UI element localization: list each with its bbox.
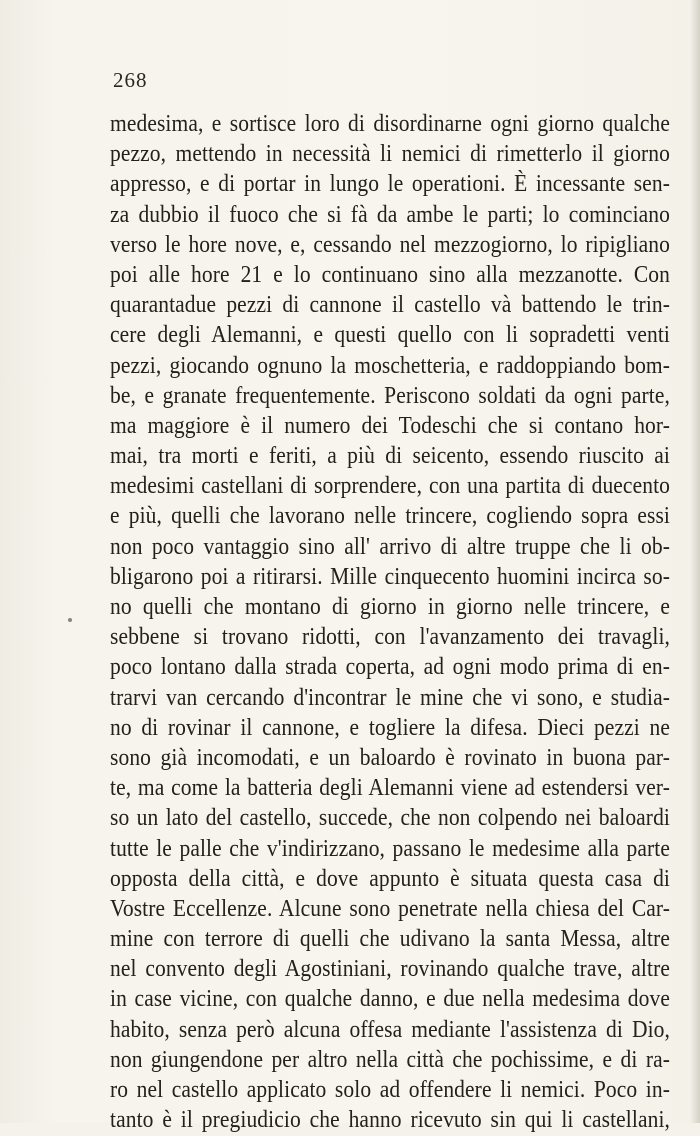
body-text [110, 108, 670, 1134]
text-line: habito, senza però alcuna offesa mediante l'assistenza di Dio, [110, 1015, 670, 1043]
text-line: be, e granate frequentemente. Periscono soldati da ogni parte, [110, 381, 670, 409]
text-line: poi alle hore 21 e lo continuano sino alla mezzanotte. Con [110, 260, 670, 288]
text-line: nel convento degli Agostiniani, rovinando qualche trave, altre [110, 954, 670, 982]
text-line: sono già incomodati, e un baloardo è rovinato in buona par- [110, 743, 670, 771]
text-line: medesimi castellani di sorprendere, con una partita di duecento [110, 471, 670, 499]
page-number: 268 [113, 68, 148, 92]
text-line: non poco vantaggio sino all' arrivo di altre truppe che li ob- [110, 532, 670, 560]
text-line: Vostre Eccellenze. Alcune sono penetrate nella chiesa del Car- [110, 894, 670, 922]
paper-speck [68, 618, 72, 622]
text-line: cere degli Alemanni, e questi quello con li sopradetti venti [110, 320, 670, 348]
text-line: bligarono poi a ritirarsi. Mille cinquecento huomini incirca so- [110, 562, 670, 590]
text-line: poco lontano dalla strada coperta, ad ogni modo prima di en- [110, 652, 670, 680]
text-line: ro nel castello applicato solo ad offendere li nemici. Poco in- [110, 1075, 670, 1103]
text-line: trarvi van cercando d'incontrar le mine che vi sono, e studia- [110, 683, 670, 710]
text-line: medesima, e sortisce loro di disordinarne ogni giorno qualche [110, 109, 670, 137]
text-line: pezzi, giocando ognuno la moschetteria, e raddoppiando bom- [110, 351, 670, 378]
text-line: quarantadue pezzi di cannone il castello và battendo le trin- [110, 290, 670, 318]
text-line: za dubbio il fuoco che si fà da ambe le parti; lo cominciano [110, 200, 670, 227]
text-line: ma maggiore è il numero dei Todeschi che si contano hor- [110, 411, 670, 439]
text-line: no quelli che montano di giorno in giorno nelle trincere, e [110, 592, 670, 620]
text-line: non giungendone per altro nella città che pochissime, e di ra- [110, 1045, 670, 1073]
text-line: in case vicine, con qualche danno, e due nella medesima dove [110, 984, 670, 1012]
text-line: mine con terrore di quelli che udivano la santa Messa, altre [110, 924, 670, 952]
page-edge-shadow [690, 0, 700, 1123]
text-line: e più, quelli che lavorano nelle trincere, cogliendo sopra essi [110, 501, 670, 529]
text-line: tutte le palle che v'indirizzano, passano le medesime alla parte [110, 834, 670, 861]
text-line: tanto è il pregiudicio che hanno ricevuto sin qui li castellani, [110, 1105, 670, 1133]
text-line: verso le hore nove, e, cessando nel mezzogiorno, lo ripigliano [110, 230, 670, 258]
text-line: sebbene si trovano ridotti, con l'avanzamento dei travagli, [110, 622, 670, 650]
text-line: pezzo, mettendo in necessità li nemici di rimetterlo il giorno [110, 139, 670, 167]
text-line: appresso, e di portar in lungo le operationi. È incessante sen- [110, 169, 670, 197]
text-line: mai, tra morti e feriti, a più di seicento, essendo riuscito ai [110, 441, 670, 469]
text-line: opposta della città, e dove appunto è situata questa casa di [110, 864, 670, 892]
text-line: so un lato del castello, succede, che non colpendo nei baloardi [110, 803, 670, 831]
text-line: no di rovinar il cannone, e togliere la difesa. Dieci pezzi ne [110, 713, 670, 741]
text-line: te, ma come la batteria degli Alemanni viene ad estendersi ver- [110, 773, 670, 801]
